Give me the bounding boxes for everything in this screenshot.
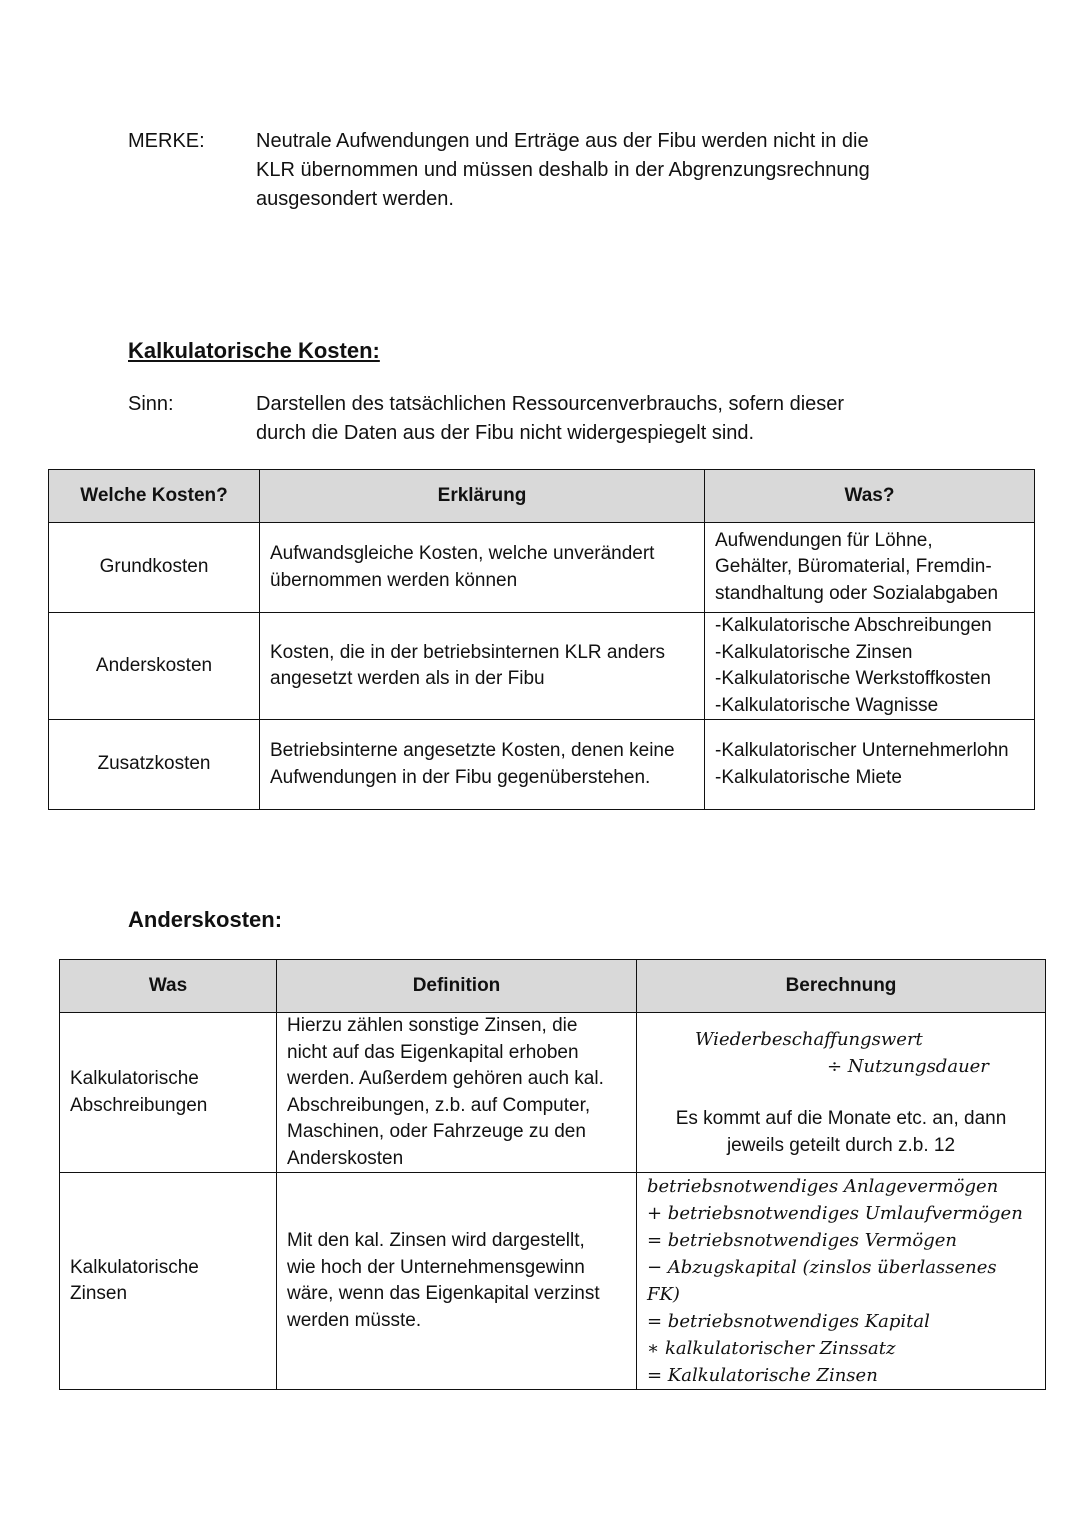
calculation-cell [637,1173,1046,1390]
text-line: standhaltung oder Sozialabgaben [715,582,999,604]
cost-examples [705,613,1035,720]
cost-kind: Grundkosten [49,523,260,613]
cost-type [60,1173,277,1390]
table-row [49,720,1035,810]
formula-line: ÷ Nutzungsdauer [827,1056,989,1077]
text-line: -Kalkulatorische Miete [715,766,902,788]
spacer [647,1080,1035,1106]
text-line: Zinsen [70,1283,128,1304]
formula-line: = betriebsnotwendiges Kapital [647,1311,930,1332]
kosten-table [48,469,1035,810]
text-line: -Kalkulatorische Wagnisse [715,694,939,716]
text-line: übernommen werden können [270,569,518,591]
merke-label: MERKE: [128,130,205,152]
text-line: angesetzt werden als in der Fibu [270,668,545,689]
text-line: -Kalkulatorische Werkstoffkosten [715,668,991,689]
text-line: Aufwandsgleiche Kosten, welche unverändert [270,543,655,564]
text-line: Anderskosten [287,1147,404,1169]
kalk-heading: Kalkulatorische Kosten: [128,338,380,363]
calculation-cell [637,1013,1046,1173]
table-header-row [49,470,1035,523]
text-line: Gehälter, Büromaterial, Fremdin- [715,556,992,578]
table-row [49,523,1035,613]
cost-explanation [260,720,705,810]
cost-examples [705,523,1035,613]
text-line: -Kalkulatorischer Unternehmerlohn [715,740,1009,761]
formula-line: betriebsnotwendiges Anlagevermögen [647,1176,999,1197]
text-line: Abschreibungen, z.b. auf Computer, [287,1094,591,1116]
formula-line: = Kalkulatorische Zinsen [647,1365,878,1386]
text-line: Hierzu zählen sonstige Zinsen, die [287,1015,578,1036]
col-header-was: Was [60,960,277,1013]
text-line: werden. Außerdem gehören auch kal. [287,1068,604,1089]
formula-line: + betriebsnotwendiges Umlaufvermögen [647,1203,1023,1224]
cost-explanation [260,523,705,613]
sinn-text [256,390,844,448]
cost-explanation [260,613,705,720]
text-line: Mit den kal. Zinsen wird dargestellt, [287,1230,585,1251]
text-line: Abschreibungen [70,1094,208,1116]
text-line: -Kalkulatorische Abschreibungen [715,615,992,636]
formula-line: Wiederbeschaffungswert [695,1029,923,1050]
col-header-welche-kosten: Welche Kosten? [49,470,260,523]
table-row [60,1173,1046,1390]
col-header-erklaerung: Erklärung [260,470,705,523]
sinn-line: durch die Daten aus der Fibu nicht widergespiegelt sind. [256,422,755,444]
cost-kind: Anderskosten [49,613,260,720]
table-row [49,613,1035,720]
definition-cell [277,1173,637,1390]
text-line: Kalkulatorische [70,1068,199,1089]
merke-line: Neutrale Aufwendungen und Erträge aus der Fibu werden nicht in die [256,130,869,152]
sinn-label: Sinn: [128,393,174,415]
merke-text [256,127,870,214]
note-line: jeweils geteilt durch z.b. 12 [726,1134,956,1156]
formula-line: = betriebsnotwendiges Vermögen [647,1230,957,1251]
text-line: Aufwendungen in der Fibu gegenüberstehen. [270,766,651,788]
text-line: Aufwendungen für Löhne, [715,529,933,551]
text-line: Kalkulatorische [70,1256,199,1278]
merke-line: KLR übernommen und müssen deshalb in der Abgrenzungsrechnung [256,159,870,181]
definition-cell [277,1013,637,1173]
text-line: wäre, wenn das Eigenkapital verzinst [287,1283,600,1304]
text-line: Betriebsinterne angesetzte Kosten, denen keine [270,740,675,761]
text-line: -Kalkulatorische Zinsen [715,641,913,663]
cost-kind: Zusatzkosten [49,720,260,810]
table-row [60,1013,1046,1173]
text-line: Maschinen, oder Fahrzeuge zu den [287,1121,586,1142]
cost-type [60,1013,277,1173]
merke-line: ausgesondert werden. [256,188,454,210]
text-line: Kosten, die in der betriebsinternen KLR anders [270,641,666,663]
text-line: wie hoch der Unternehmensgewinn [287,1256,585,1278]
note-line: Es kommt auf die Monate etc. an, dann [675,1108,1007,1129]
formula-line: − Abzugskapital (zinslos überlassenes FK) [647,1257,997,1305]
text-line: nicht auf das Eigenkapital erhoben [287,1041,579,1063]
col-header-berechnung: Berechnung [637,960,1046,1013]
col-header-definition: Definition [277,960,637,1013]
text-line: werden müsste. [287,1309,422,1331]
table-header-row [60,960,1046,1013]
anderskosten-table [59,959,1046,1390]
sinn-line: Darstellen des tatsächlichen Ressourcenverbrauchs, sofern dieser [256,393,845,415]
formula-line: ∗ kalkulatorischer Zinssatz [647,1338,896,1359]
anders-heading: Anderskosten: [128,907,283,932]
col-header-was: Was? [705,470,1035,523]
cost-examples [705,720,1035,810]
